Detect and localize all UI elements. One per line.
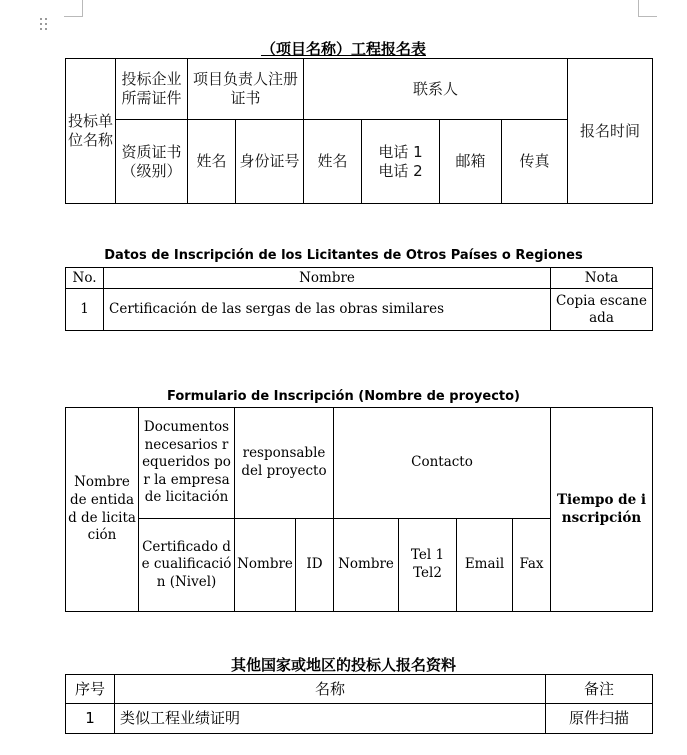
registration-table-cn [65,58,653,204]
page-corner-mark-left [64,0,83,17]
id-header-es: ID [296,519,334,612]
table2-title: Datos de Inscripción de los Licitantes de Otros Países o Regiones [104,248,583,263]
table3-title: Formulario de Inscripción (Nombre de proyecto) [166,389,521,404]
fax-header-es: Fax [513,519,551,612]
foreign-bidder-table-es [65,267,653,331]
registration-table-es [65,407,653,612]
col-header-note: Nota [551,268,653,289]
table4-title: 其他国家或地区的投标人报名资料 [230,656,456,674]
table-move-handle-icon[interactable] [40,18,50,32]
reg-time-header-es: Tiempo de inscripción [551,408,653,612]
phone-header-es: Tel 1 Tel2 [399,519,457,612]
contact-header: 联系人 [304,59,568,120]
unit-name-header: 投标单位名称 [66,59,116,204]
page-corner-mark-right [638,0,657,17]
reg-time-header: 报名时间 [568,59,653,204]
contact-name-header: 姓名 [304,120,362,204]
row-remark: 原件扫描 [546,704,653,734]
contact-header-es: Contacto [334,408,551,519]
id-no-header: 身份证号 [236,120,304,204]
foreign-bidder-table-cn [65,674,653,734]
responsible-header: responsable del proyecto [235,408,334,519]
row-seq: 1 [66,704,115,734]
mailbox-header: 邮箱 [440,120,502,204]
manager-cert-header: 项目负责人注册证书 [188,59,304,120]
table-row [66,289,653,331]
email-header-es: Email [457,519,513,612]
col-header-seq: 序号 [66,675,115,704]
row-no: 1 [66,289,104,331]
qual-cert-header: 资质证书（级别） [116,120,188,204]
col-header-title: 名称 [115,675,546,704]
col-header-name: Nombre [104,268,551,289]
col-header-remark: 备注 [546,675,653,704]
table1-title: （项目名称）工程报名表 [260,40,426,58]
row-title: 类似工程业绩证明 [115,704,546,734]
row-name: Certificación de las sergas de las obras similares [104,289,551,331]
table-row [66,704,653,734]
fax-header: 传真 [502,120,568,204]
row-note: Copia escaneada [551,289,653,331]
contact-name-header-es: Nombre [334,519,399,612]
entity-name-header: Nombre de entidad de licitación [66,408,139,612]
col-header-no: No. [66,268,104,289]
required-docs-header-es: Documentos necesarios requeridos por la empresa de licitación [139,408,235,519]
name-header: 姓名 [188,120,236,204]
required-docs-header: 投标企业所需证件 [116,59,188,120]
phone-header: 电话 1 电话 2 [362,120,440,204]
name-header-es: Nombre [235,519,296,612]
qual-cert-header-es: Certificado de cualificación (Nivel) [139,519,235,612]
